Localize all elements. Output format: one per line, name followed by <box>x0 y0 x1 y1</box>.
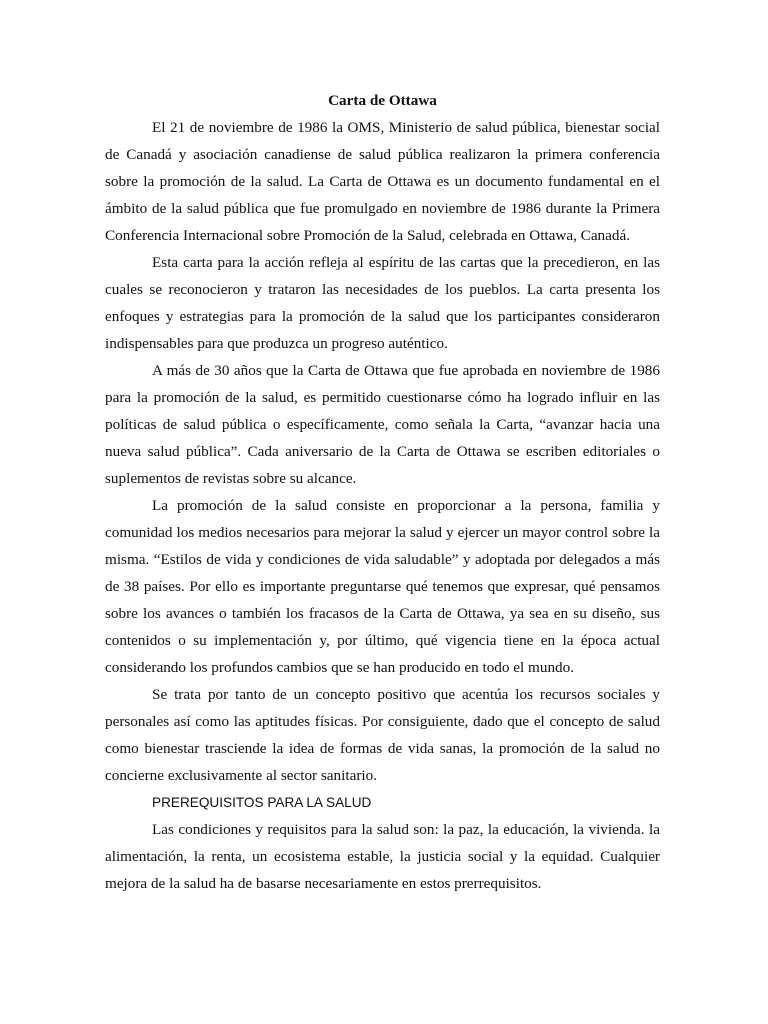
paragraph-2: Esta carta para la acción refleja al espíritu de las cartas que la precedieron, en las cuales se reconocieron y trataron las necesidades de los pueblos. La carta presenta los enfoques y estrategias para la promoción de la salud que los participantes consideraron indispensables para que produzca un progreso auténtico. <box>105 254 660 352</box>
section-heading: PREREQUISITOS PARA LA SALUD <box>152 795 372 810</box>
document-page <box>105 88 660 897</box>
paragraph-5: Se trata por tanto de un concepto positivo que acentúa los recursos sociales y personales así como las aptitudes físicas. Por consiguiente, dado que el concepto de salud como bienestar trasciende la idea de formas de vida sanas, la promoción de la salud no concierne exclusivamente al sector sanitario. <box>105 686 660 784</box>
document-title: Carta de Ottawa <box>328 92 437 109</box>
section-paragraph: Las condiciones y requisitos para la salud son: la paz, la educación, la vivienda. la alimentación, la renta, un ecosistema estable, la justicia social y la equidad. Cualquier mejora de la salud ha de basarse necesariamente en estos prerrequisitos. <box>105 821 660 892</box>
paragraph-4: La promoción de la salud consiste en proporcionar a la persona, familia y comunidad los medios necesarios para mejorar la salud y ejercer un mayor control sobre la misma. “Estilos de vida y condiciones de vida saludable” y adoptada por delegados a más de 38 países. Por ello es importante preguntarse qué tenemos que expresar, qué pensamos sobre los avances o también los fracasos de la Carta de Ottawa, ya sea en su diseño, sus contenidos o su implementación y, por último, qué vigencia tiene en la época actual considerando los profundos cambios que se han producido en todo el mundo. <box>105 497 660 676</box>
paragraph-1: El 21 de noviembre de 1986 la OMS, Ministerio de salud pública, bienestar social de Canadá y asociación canadiense de salud pública realizaron la primera conferencia sobre la promoción de la salud. La Carta de Ottawa es un documento fundamental en el ámbito de la salud pública que fue promulgado en noviembre de 1986 durante la Primera Conferencia Internacional sobre Promoción de la Salud, celebrada en Ottawa, Canadá. <box>105 119 660 244</box>
paragraph-3: A más de 30 años que la Carta de Ottawa que fue aprobada en noviembre de 1986 para la promoción de la salud, es permitido cuestionarse cómo ha logrado influir en las políticas de salud pública o específicamente, como señala la Carta, “avanzar hacia una nueva salud pública”. Cada aniversario de la Carta de Ottawa se escriben editoriales o suplementos de revistas sobre su alcance. <box>105 362 660 487</box>
